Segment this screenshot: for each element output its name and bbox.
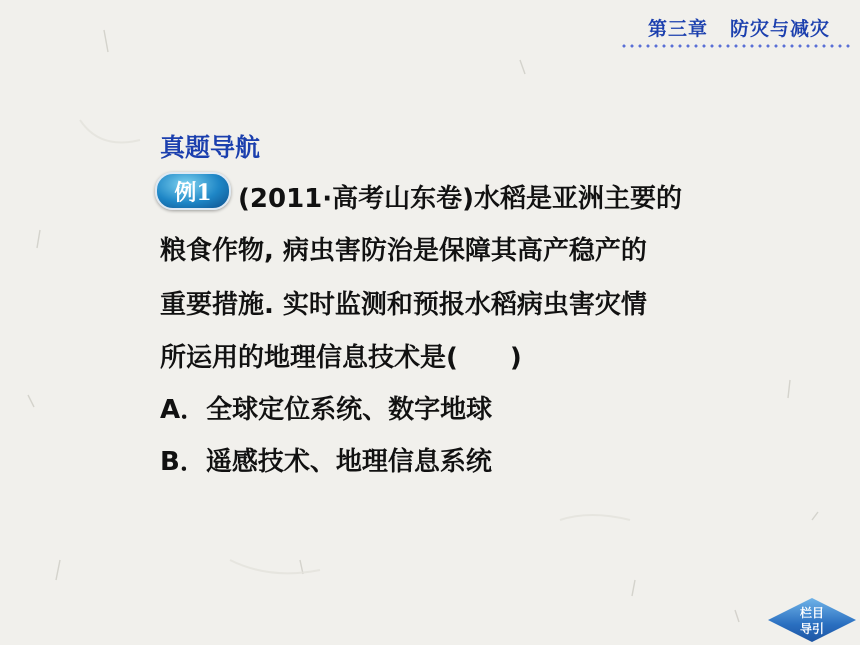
example-badge-label: 例1 — [174, 180, 212, 206]
option-b: B．遥感技术、地理信息系统 — [160, 447, 492, 477]
header-dotted-divider — [620, 44, 850, 48]
question-line-1: (2011·高考山东卷)水稻是亚洲主要的 — [238, 184, 683, 214]
chapter-title: 防灾与减灾 — [729, 18, 830, 40]
nav-button-label-1: 栏目 — [799, 606, 824, 620]
example-badge — [155, 172, 231, 210]
question-line-2: 粮食作物, 病虫害防治是保障其高产稳产的 — [160, 236, 647, 266]
section-nav-button[interactable] — [768, 598, 856, 642]
chapter-header — [648, 14, 830, 41]
option-a: A．全球定位系统、数字地球 — [160, 395, 493, 425]
section-title: 真题导航 — [160, 133, 261, 162]
question-line-3: 重要措施. 实时监测和预报水稻病虫害灾情 — [160, 290, 647, 320]
chapter-label: 第三章 — [647, 18, 708, 40]
nav-button-label-2: 导引 — [799, 622, 824, 636]
question-line-4: 所运用的地理信息技术是( ) — [160, 343, 522, 373]
